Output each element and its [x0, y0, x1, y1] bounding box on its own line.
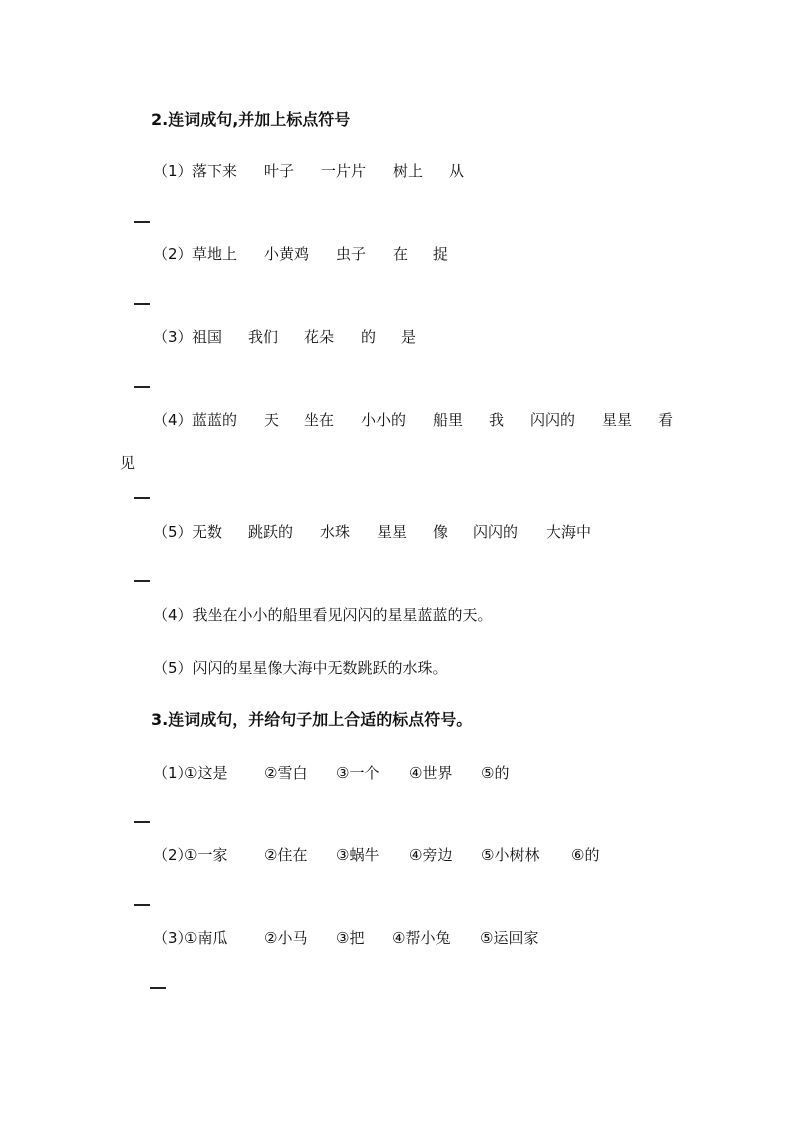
item-number: （3）	[153, 929, 193, 947]
word: 虫子	[336, 245, 367, 263]
word: 船里	[433, 411, 464, 429]
item-number: （5）	[153, 523, 193, 541]
answer-blank	[134, 821, 150, 823]
word: 一片片	[321, 162, 367, 180]
word: ⑥的	[571, 846, 600, 864]
word: 祖国	[192, 328, 223, 346]
word: 星星	[377, 523, 408, 541]
word: ④世界	[409, 764, 453, 782]
word: 从	[449, 162, 465, 180]
word: ③一个	[336, 764, 380, 782]
word: 星星	[602, 411, 633, 429]
answer-blank	[134, 386, 150, 388]
answer-2-4: （4）我坐在小小的船里看见闪闪的星星蓝蓝的天。	[153, 606, 493, 624]
word: ①这是	[184, 764, 228, 782]
question-2-2	[153, 244, 449, 264]
answer-2-5: （5）闪闪的星星像大海中无数跳跃的水珠。	[153, 659, 448, 677]
word: ④旁边	[409, 846, 453, 864]
question-3-2	[153, 845, 600, 865]
word: 叶子	[264, 162, 295, 180]
word: ⑤运回家	[480, 929, 539, 947]
item-number: （1）	[153, 764, 193, 782]
word: 水珠	[320, 523, 351, 541]
word: ②小马	[264, 929, 308, 947]
answer-blank	[150, 987, 166, 989]
word: 捉	[433, 245, 449, 263]
word: 在	[393, 245, 409, 263]
word: 闪闪的	[473, 523, 519, 541]
word: ③把	[336, 929, 365, 947]
word: 树上	[393, 162, 424, 180]
word: 小小的	[361, 411, 407, 429]
answer-blank	[134, 303, 150, 305]
word: 小黄鸡	[264, 245, 310, 263]
question-2-4-wrap: 见	[120, 454, 136, 472]
word: 像	[433, 523, 449, 541]
item-number: （4）	[153, 411, 193, 429]
word: 看	[658, 411, 674, 429]
word: 大海中	[546, 523, 592, 541]
word: ②雪白	[264, 764, 308, 782]
word: ①一家	[184, 846, 228, 864]
word: ③蜗牛	[336, 846, 380, 864]
item-number: （2）	[153, 846, 193, 864]
section-3-title: 3.连词成句，并给句子加上合适的标点符号。	[151, 710, 473, 729]
word: 蓝蓝的	[192, 411, 238, 429]
section-2-title: 2.连词成句,并加上标点符号	[151, 110, 351, 129]
answer-blank	[134, 904, 150, 906]
word: ④帮小兔	[392, 929, 451, 947]
item-number: （1）	[153, 162, 193, 180]
answer-blank	[134, 221, 150, 223]
word: 草地上	[192, 245, 238, 263]
word: ②住在	[264, 846, 308, 864]
word: 跳跃的	[248, 523, 294, 541]
question-2-5	[153, 522, 592, 542]
word: ⑤的	[481, 764, 510, 782]
word: 是	[401, 328, 417, 346]
word: ①南瓜	[184, 929, 228, 947]
item-number: （2）	[153, 245, 193, 263]
word: 的	[361, 328, 377, 346]
word: 坐在	[304, 411, 335, 429]
word: 无数	[192, 523, 223, 541]
question-2-4	[153, 410, 674, 430]
question-3-1	[153, 763, 510, 783]
word: 落下来	[192, 162, 238, 180]
word: ⑤小树林	[481, 846, 540, 864]
word: 我	[489, 411, 505, 429]
question-2-1	[153, 161, 465, 181]
answer-blank	[134, 497, 150, 499]
item-number: （3）	[153, 328, 193, 346]
word: 闪闪的	[530, 411, 576, 429]
question-2-3	[153, 327, 417, 347]
word: 花朵	[304, 328, 335, 346]
answer-blank	[134, 580, 150, 582]
word: 天	[264, 411, 280, 429]
word: 我们	[248, 328, 279, 346]
question-3-3	[153, 928, 539, 948]
